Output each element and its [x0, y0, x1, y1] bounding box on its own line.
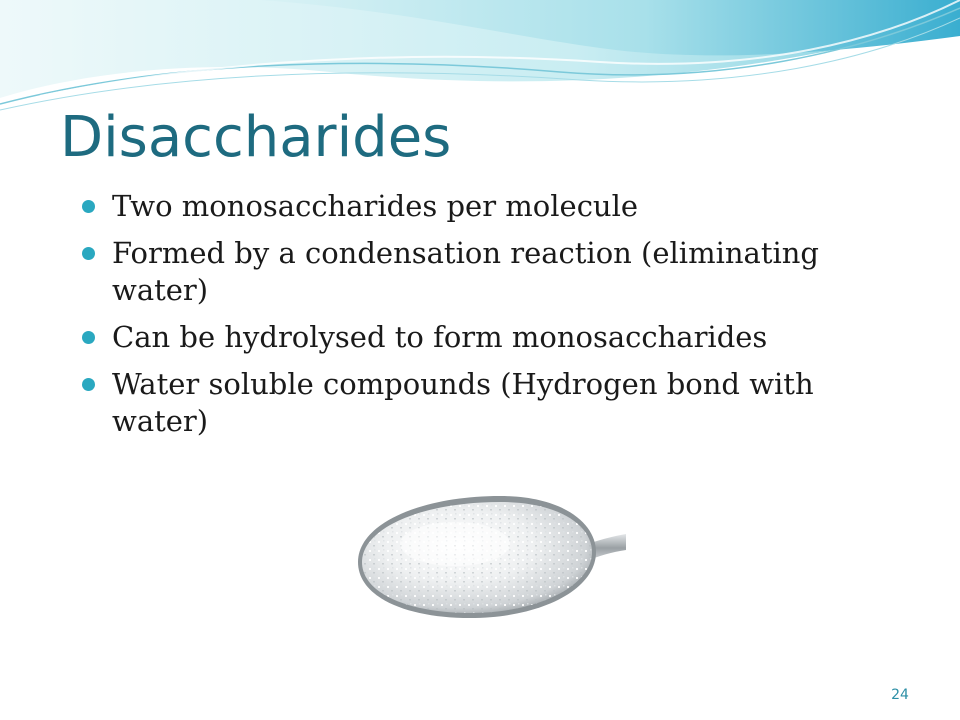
- bullet-dot-icon: [82, 247, 95, 260]
- bullet-text: Formed by a condensation reaction (eliminating water): [112, 236, 819, 307]
- bullet-text: Water soluble compounds (Hydrogen bond with water): [112, 367, 814, 438]
- bullet-text: Two monosaccharides per molecule: [112, 189, 639, 223]
- bullet-text: Can be hydrolysed to form monosaccharides: [112, 320, 768, 354]
- wave-header-decoration: [0, 0, 960, 115]
- bullet-item: [82, 319, 862, 356]
- page-number: 24: [891, 687, 909, 703]
- bullet-dot-icon: [82, 200, 95, 213]
- sugar-spoon-image: [350, 458, 626, 664]
- bullet-dot-icon: [82, 378, 95, 391]
- bullet-item: [82, 188, 862, 225]
- slide-title: Disaccharides: [60, 105, 452, 170]
- bullet-dot-icon: [82, 331, 95, 344]
- bullet-list: [82, 188, 862, 450]
- bullet-item: [82, 366, 862, 440]
- bullet-item: [82, 235, 862, 309]
